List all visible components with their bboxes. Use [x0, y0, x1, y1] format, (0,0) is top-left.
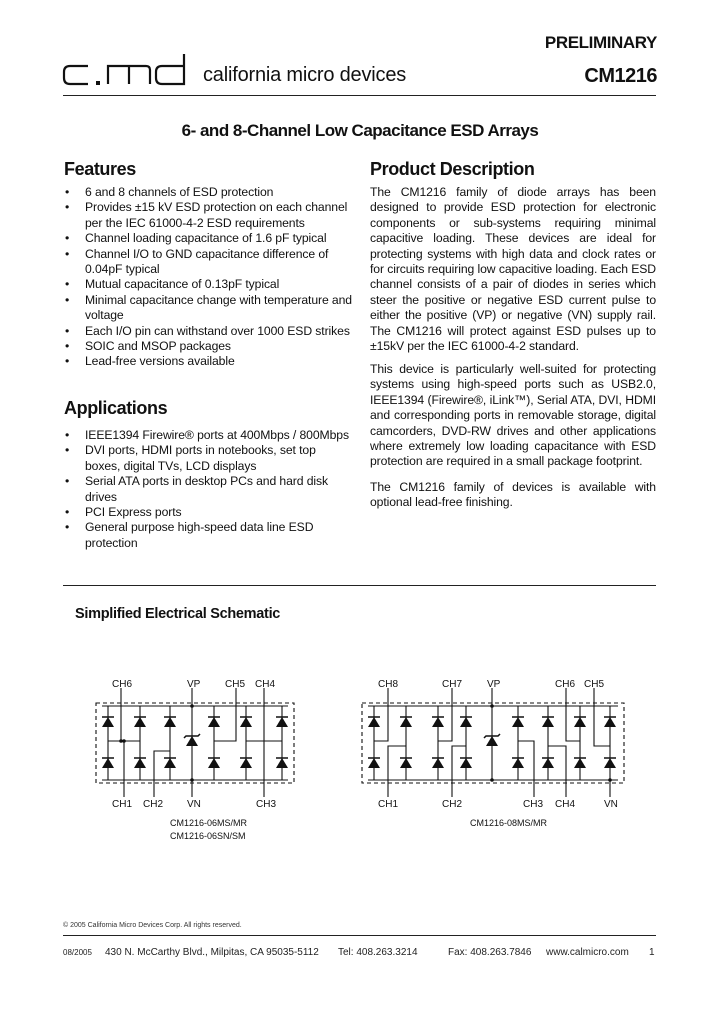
features-heading: Features [64, 159, 136, 179]
list-item: • Channel I/O to GND capacitance difference of 0.04pF typical [64, 247, 354, 278]
applications-list [64, 428, 354, 551]
label-ch1: CH1 [112, 799, 133, 810]
schematic-caption: CM1216-06MS/MR [170, 818, 248, 828]
label-vp: VP [487, 679, 501, 690]
list-item: • PCI Express ports [64, 505, 354, 520]
list-item: • Lead-free versions available [64, 354, 354, 369]
description-paragraph: The CM1216 family of devices is available with optional lead-free finishing. [370, 480, 656, 510]
list-item: • Provides ±15 kV ESD protection on each channel per the IEC 61000-4-2 ESD requirements [64, 200, 354, 231]
label-ch5: CH5 [225, 679, 246, 690]
label-ch6: CH6 [112, 679, 133, 690]
label-ch3: CH3 [523, 799, 544, 810]
description-paragraph: This device is particularly well-suited for protecting systems using high-speed ports such as USB2.0, IEEE1394 (Firewire®, iLink™), Serial ATA, DVI, HDMI and corresponding ports in removable storage, digital camcorders, DVD-RW drives and other applications where extremely low loading capacitance with ESD protection are required in a small package footprint. [370, 362, 656, 469]
page-title: 6- and 8-Channel Low Capacitance ESD Arrays [181, 121, 539, 140]
section-rule [63, 585, 656, 586]
list-item: • IEEE1394 Firewire® ports at 400Mbps / 800Mbps [64, 428, 354, 443]
product-description-heading: Product Description [370, 159, 535, 179]
company-name: california micro devices [203, 64, 407, 86]
schematic-8ch [362, 688, 624, 797]
fax: Fax: 408.263.7846 [448, 947, 532, 958]
list-item: • Serial ATA ports in desktop PCs and hard disk drives [64, 474, 354, 505]
label-vn: VN [604, 799, 618, 810]
status-label: PRELIMINARY [544, 33, 657, 52]
list-item: • General purpose high-speed data line ESD protection [64, 520, 354, 551]
label-ch2: CH2 [143, 799, 164, 810]
label-ch1: CH1 [378, 799, 399, 810]
list-item: • SOIC and MSOP packages [64, 339, 354, 354]
applications-heading: Applications [64, 398, 168, 418]
label-ch4: CH4 [555, 799, 576, 810]
schematic-caption: CM1216-06SN/SM [170, 831, 246, 841]
telephone: Tel: 408.263.3214 [338, 947, 418, 958]
page-number: 1 [649, 947, 655, 958]
label-vn: VN [187, 799, 201, 810]
header-rule [63, 95, 656, 96]
copyright: © 2005 California Micro Devices Corp. All rights reserved. [63, 922, 242, 929]
label-ch8: CH8 [378, 679, 399, 690]
cmd-logo [62, 52, 187, 92]
label-ch7: CH7 [442, 679, 463, 690]
schematic-caption: CM1216-08MS/MR [470, 818, 548, 828]
schematic-heading: Simplified Electrical Schematic [75, 606, 281, 622]
list-item: • Minimal capacitance change with temperature and voltage [64, 293, 354, 324]
electrical-schematic [0, 660, 720, 850]
label-ch4: CH4 [255, 679, 276, 690]
features-list [64, 185, 354, 370]
label-vp: VP [187, 679, 201, 690]
description-paragraph: The CM1216 family of diode arrays has been designed to provide ESD protection for electronic components or sub-systems requiring minimal capacitive loading. These devices are ideal for protecting systems with high data and clock rates or for circuits requiring low capacitive loading. Each ESD channel consists of a pair of diodes in series which steer the positive or negative ESD current pulse to either the positive (VP) or negative (VN) supply rail. The CM1216 will protect against ESD pulses up to ±15kV per the IEC 61000-4-2 standard. [370, 185, 656, 354]
list-item: • Channel loading capacitance of 1.6 pF typical [64, 231, 354, 246]
footer-rule [63, 935, 656, 936]
list-item: • DVI ports, HDMI ports in notebooks, set top boxes, digital TVs, LCD displays [64, 443, 354, 474]
list-item: • Each I/O pin can withstand over 1000 ESD strikes [64, 324, 354, 339]
address: 430 N. McCarthy Blvd., Milpitas, CA 95035-5112 [105, 947, 319, 958]
list-item: • 6 and 8 channels of ESD protection [64, 185, 354, 200]
label-ch5: CH5 [584, 679, 605, 690]
label-ch6: CH6 [555, 679, 576, 690]
list-item: • Mutual capacitance of 0.13pF typical [64, 277, 354, 292]
doc-id: 08/2005 [63, 948, 92, 957]
label-ch3: CH3 [256, 799, 277, 810]
label-ch2: CH2 [442, 799, 463, 810]
website-link[interactable]: www.calmicro.com [546, 947, 629, 958]
schematic-6ch [96, 688, 294, 797]
part-number: CM1216 [584, 65, 657, 87]
